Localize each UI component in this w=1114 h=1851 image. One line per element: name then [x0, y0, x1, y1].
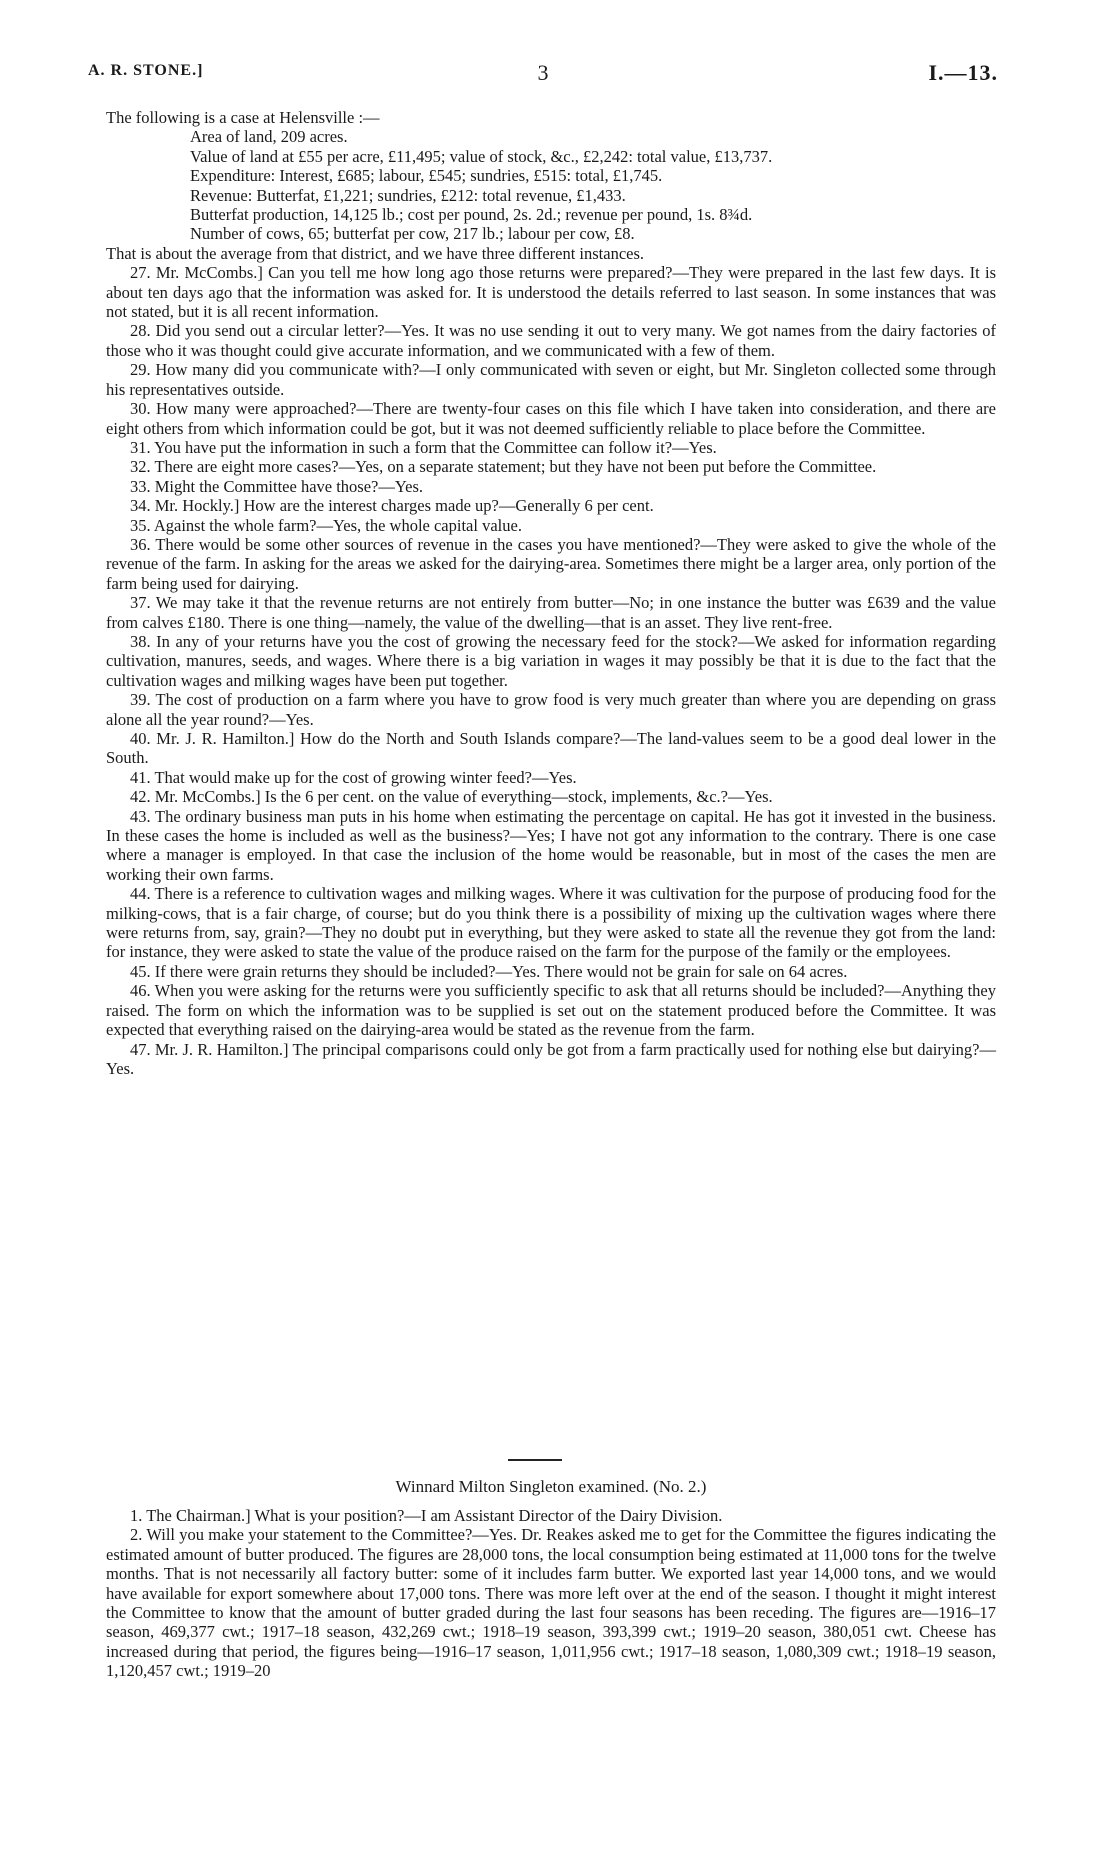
page-header [88, 60, 998, 90]
paragraph: Area of land, 209 acres. [190, 127, 348, 147]
paragraph: 35. Against the whole farm?—Yes, the whole capital value. [130, 515, 522, 535]
witness-name: A. R. STONE.] [88, 62, 204, 79]
document-code: I.—13. [928, 60, 998, 85]
paragraph: 30. How many were approached?—There are twenty-four cases on this file which I have taken into consideration, and there are eight others from which information could be got, but it was not deemed sufficiently reliable to place before the Committee. [106, 399, 996, 438]
paragraph: Value of land at £55 per acre, £11,495; value of stock, &c., £2,242: total value, £13,737. [190, 146, 773, 166]
paragraph: 1. The Chairman.] What is your position?—I am Assistant Director of the Dairy Division. [130, 1506, 723, 1525]
paragraph: 2. Will you make your statement to the Committee?—Yes. Dr. Reakes asked me to get for the Committee the figures indicating the estimated amount of butter produced. The figures are 28,000 tons, the local consumption being estimated at 11,000 tons for the twelve months. That is not necessarily all factory butter: some of it includes farm butter. We exported last year 14,000 tons, and we would have available for export somewhere about 17,000 tons. There was more left over at the end of the season. I thought it might interest the Committee to know that the amount of butter graded during the last four seasons has been receding. The figures are—1916–17 season, 469,377 cwt.; 1917–18 season, 432,269 cwt.; 1918–19 season, 393,399 cwt.; 1919–20 season, 380,051 cwt. Cheese has increased during that period, the figures being—1916–17 season, 1,011,956 cwt.; 1917–18 season, 1,080,309 cwt.; 1918–19 season, 1,120,457 cwt.; 1919–20 [106, 1525, 996, 1681]
paragraph: Number of cows, 65; butterfat per cow, 217 lb.; labour per cow, £8. [190, 224, 635, 244]
paragraph: 27. Mr. McCombs.] Can you tell me how long ago those returns were prepared?—They were prepared in the last few days. It is about ten days ago that the information was asked for. It is understood the details referred to last season. In some instances that was not stated, but it is all recent information. [106, 263, 996, 322]
paragraph: 41. That would make up for the cost of growing winter feed?—Yes. [130, 767, 577, 787]
paragraph: 29. How many did you communicate with?—I only communicated with seven or eight, but Mr. Singleton collected some through his representatives outside. [106, 360, 996, 399]
evidence-section-2 [106, 1506, 996, 1681]
paragraph: 40. Mr. J. R. Hamilton.] How do the North and South Islands compare?—The land-values seem to be a good deal lower in the South. [106, 729, 996, 768]
paragraph: 37. We may take it that the revenue returns are not entirely from butter—No; in one instance the butter was £639 and the value from calves £180. There is one thing—namely, the value of the dwelling—that is an asset. They live rent-free. [106, 593, 996, 632]
paragraph: 43. The ordinary business man puts in his home when estimating the percentage on capital. He has got it invested in the business. In these cases the home is included as well as the business?—Yes; I have not got any information to the contrary. There is one case where a manager is employed. In that case the inclusion of the home would be reasonable, but in most of the cases the men are working their own farms. [106, 806, 996, 884]
paragraph: 36. There would be some other sources of revenue in the cases you have mentioned?—They were asked to give the whole of the revenue of the farm. In asking for the areas we asked for the dairying-area. Sometimes there might be a larger area, only portion of the farm being used for dairying. [106, 534, 996, 593]
paragraph: 32. There are eight more cases?—Yes, on a separate statement; but they have not been put before the Committee. [130, 457, 877, 477]
paragraph: That is about the average from that district, and we have three different instances. [106, 243, 645, 263]
paragraph: 47. Mr. J. R. Hamilton.] The principal comparisons could only be got from a farm practically used for nothing else but dairying?—Yes. [106, 1039, 996, 1078]
paragraph: Butterfat production, 14,125 lb.; cost per pound, 2s. 2d.; revenue per pound, 1s. 8¾d. [190, 205, 753, 225]
paragraph: 33. Might the Committee have those?—Yes. [130, 476, 424, 496]
section-title: Winnard Milton Singleton examined. (No. 2.) [395, 1477, 707, 1496]
paragraph: 31. You have put the information in such a form that the Committee can follow it?—Yes. [130, 437, 717, 457]
paragraph: 42. Mr. McCombs.] Is the 6 per cent. on the value of everything—stock, implements, &c.?—Yes. [130, 787, 773, 807]
paragraph: 44. There is a reference to cultivation wages and milking wages. Where it was cultivation for the purpose of producing food for the milking-cows, that is a fair charge, of course; but do you think there is a possibility of mixing up the cultivation wages where there were returns from, say, grain?—They no doubt put in everything, but they were asked to state all the revenue they got from the land: for instance, they were asked to state the value of the produce raised on the farm for the purpose of the family or the employees. [106, 884, 996, 962]
paragraph: The following is a case at Helensville :— [106, 108, 380, 127]
section-divider [508, 1459, 562, 1461]
evidence-section-1 [106, 108, 996, 1078]
paragraph: 34. Mr. Hockly.] How are the interest charges made up?—Generally 6 per cent. [130, 496, 654, 516]
paragraph: 45. If there were grain returns they should be included?—Yes. There would not be grain for sale on 64 acres. [130, 961, 848, 981]
paragraph: 28. Did you send out a circular letter?—Yes. It was no use sending it out to very many. We got names from the dairy factories of those who it was thought could give accurate information, and we communicated with a few of them. [106, 321, 996, 360]
paragraph: Expenditure: Interest, £685; labour, £545; sundries, £515: total, £1,745. [190, 166, 663, 186]
paragraph: Revenue: Butterfat, £1,221; sundries, £212: total revenue, £1,433. [190, 185, 626, 205]
paragraph: 39. The cost of production on a farm where you have to grow food is very much greater than where you are depending on grass alone all the year round?—Yes. [106, 690, 996, 729]
paragraph: 46. When you were asking for the returns were you sufficiently specific to ask that all returns should be included?—Anything they raised. The form on which the information was to be supplied is set out on the statement produced before the Committee. It was expected that everything raised on the dairying-area would be stated as the revenue from the farm. [106, 981, 996, 1040]
page-number: 3 [537, 60, 549, 85]
paragraph: 38. In any of your returns have you the cost of growing the necessary feed for the stock?—We asked for information regarding cultivation, manures, seeds, and wages. Where there is a big variation in wages it may possibly be that it is due to the fact that the cultivation wages and milking wages have been put together. [106, 631, 996, 690]
